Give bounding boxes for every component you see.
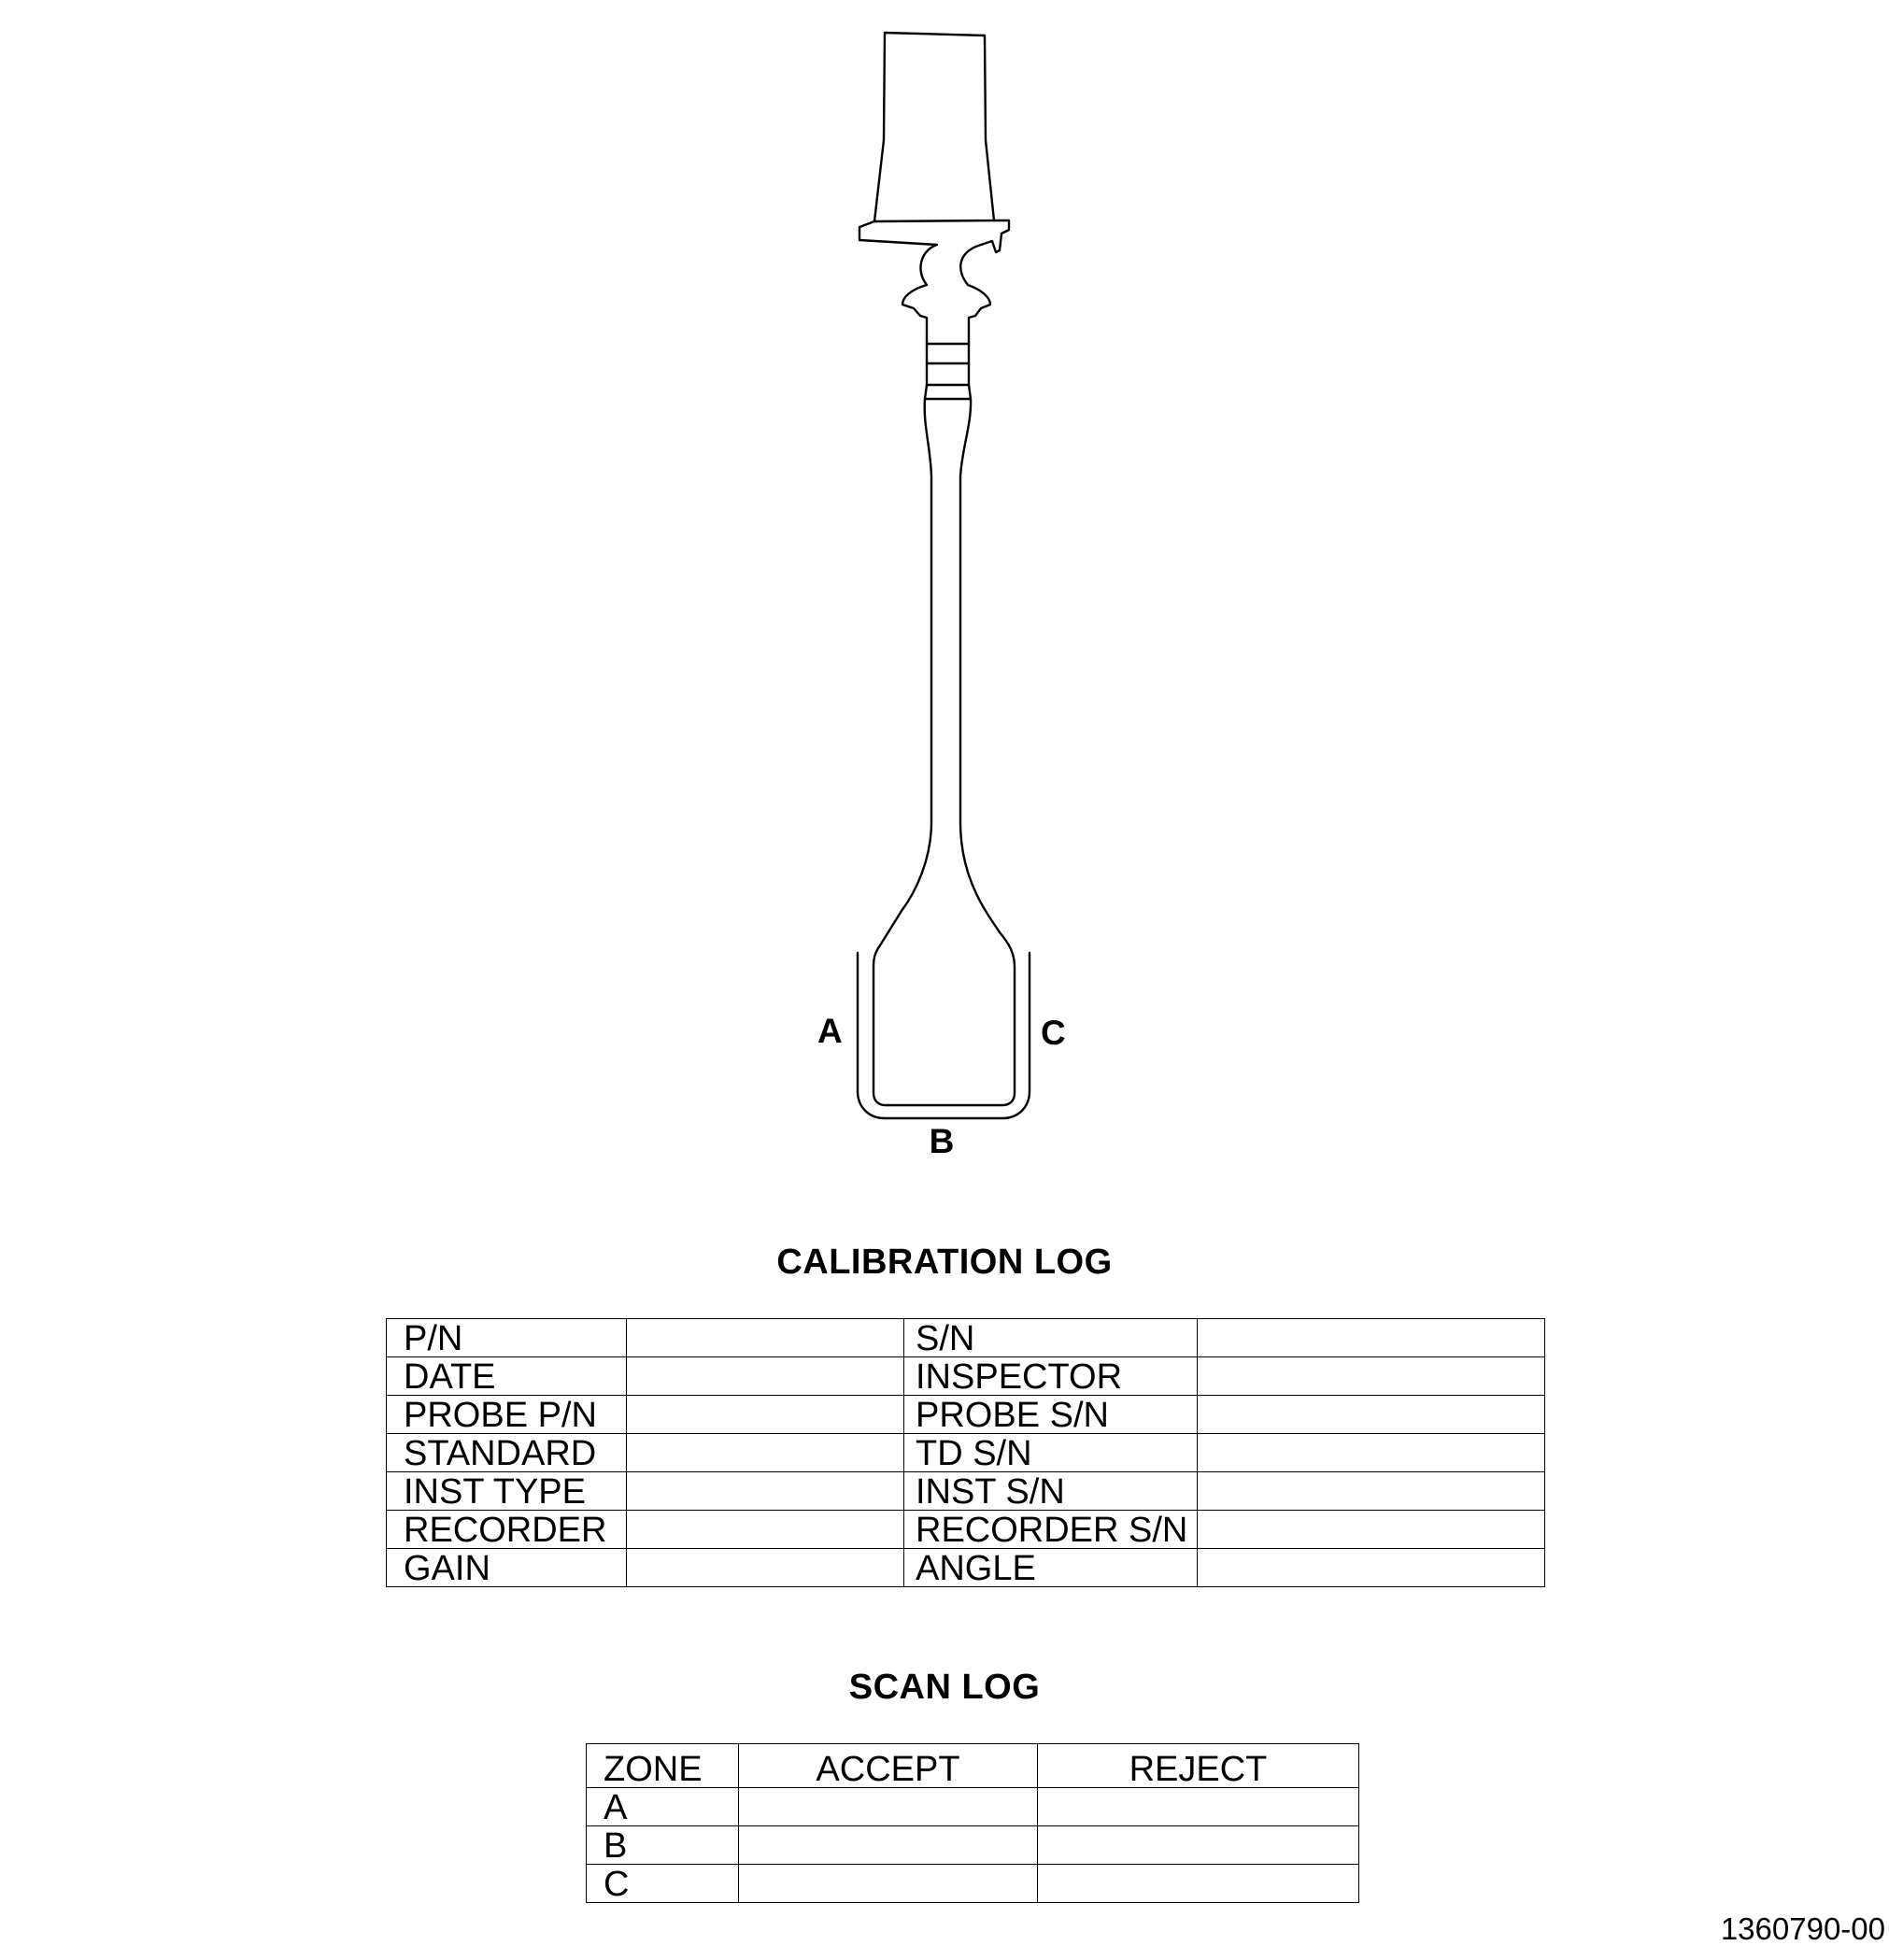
cal-field-pn[interactable]	[627, 1319, 904, 1357]
blade-platform-outline	[859, 220, 1009, 344]
cal-field-date[interactable]	[627, 1357, 904, 1396]
cal-label-sn: S/N	[904, 1319, 1198, 1357]
table-row	[387, 1511, 1545, 1549]
cal-label-probe-sn: PROBE S/N	[904, 1396, 1198, 1434]
scan-zone-b: B	[587, 1826, 739, 1865]
cal-field-standard[interactable]	[627, 1434, 904, 1472]
zone-label-a: A	[817, 1012, 843, 1050]
table-row	[387, 1357, 1545, 1396]
table-header-row	[587, 1744, 1359, 1788]
table-row	[387, 1396, 1545, 1434]
cal-label-recorder-sn: RECORDER S/N	[904, 1511, 1198, 1549]
scan-zone-c: C	[587, 1865, 739, 1903]
scan-header-zone: ZONE	[587, 1744, 739, 1788]
cal-field-inst-sn[interactable]	[1198, 1472, 1545, 1511]
zone-label-b: B	[929, 1122, 955, 1160]
cal-label-td-sn: TD S/N	[904, 1434, 1198, 1472]
scan-accept-b[interactable]	[739, 1826, 1038, 1865]
cal-field-inst-type[interactable]	[627, 1472, 904, 1511]
cal-field-probe-sn[interactable]	[1198, 1396, 1545, 1434]
cal-label-pn: P/N	[387, 1319, 627, 1357]
table-row	[387, 1434, 1545, 1472]
scan-zone-a: A	[587, 1788, 739, 1826]
cal-label-angle: ANGLE	[904, 1549, 1198, 1587]
airfoil-outline	[874, 33, 994, 221]
zone-bracket	[858, 953, 1030, 1118]
calibration-log-title: CALIBRATION LOG	[776, 1243, 1113, 1282]
scan-reject-a[interactable]	[1038, 1788, 1359, 1826]
cal-label-gain: GAIN	[387, 1549, 627, 1587]
figure-number: 1360790-00	[1720, 1911, 1885, 1946]
calibration-log-table	[386, 1318, 1545, 1587]
cal-field-gain[interactable]	[627, 1549, 904, 1587]
cal-field-recorder[interactable]	[627, 1511, 904, 1549]
cal-field-sn[interactable]	[1198, 1319, 1545, 1357]
zone-label-c: C	[1041, 1014, 1066, 1052]
cal-field-td-sn[interactable]	[1198, 1434, 1545, 1472]
shank-lower	[925, 385, 971, 399]
scan-reject-b[interactable]	[1038, 1826, 1359, 1865]
scan-header-accept: ACCEPT	[739, 1744, 1038, 1788]
cal-label-date: DATE	[387, 1357, 627, 1396]
cal-field-inspector[interactable]	[1198, 1357, 1545, 1396]
cal-field-angle[interactable]	[1198, 1549, 1545, 1587]
cal-field-recorder-sn[interactable]	[1198, 1511, 1545, 1549]
scan-reject-c[interactable]	[1038, 1865, 1359, 1903]
cal-label-inspector: INSPECTOR	[904, 1357, 1198, 1396]
table-row	[587, 1826, 1359, 1865]
cal-label-inst-sn: INST S/N	[904, 1472, 1198, 1511]
scan-header-reject: REJECT	[1038, 1744, 1359, 1788]
shank-upper	[927, 344, 969, 363]
cal-label-standard: STANDARD	[387, 1434, 627, 1472]
cal-label-recorder: RECORDER	[387, 1511, 627, 1549]
table-row	[387, 1472, 1545, 1511]
scan-log-title: SCAN LOG	[848, 1668, 1041, 1707]
table-row	[587, 1788, 1359, 1826]
cal-label-probe-pn: PROBE P/N	[387, 1396, 627, 1434]
scan-log-table	[586, 1743, 1359, 1903]
scan-accept-c[interactable]	[739, 1865, 1038, 1903]
table-row	[587, 1865, 1359, 1903]
shank-band	[927, 363, 969, 385]
scan-accept-a[interactable]	[739, 1788, 1038, 1826]
cal-field-probe-pn[interactable]	[627, 1396, 904, 1434]
stem-outline	[873, 399, 1015, 1105]
table-row	[387, 1549, 1545, 1587]
table-row	[387, 1319, 1545, 1357]
cal-label-inst-type: INST TYPE	[387, 1472, 627, 1511]
